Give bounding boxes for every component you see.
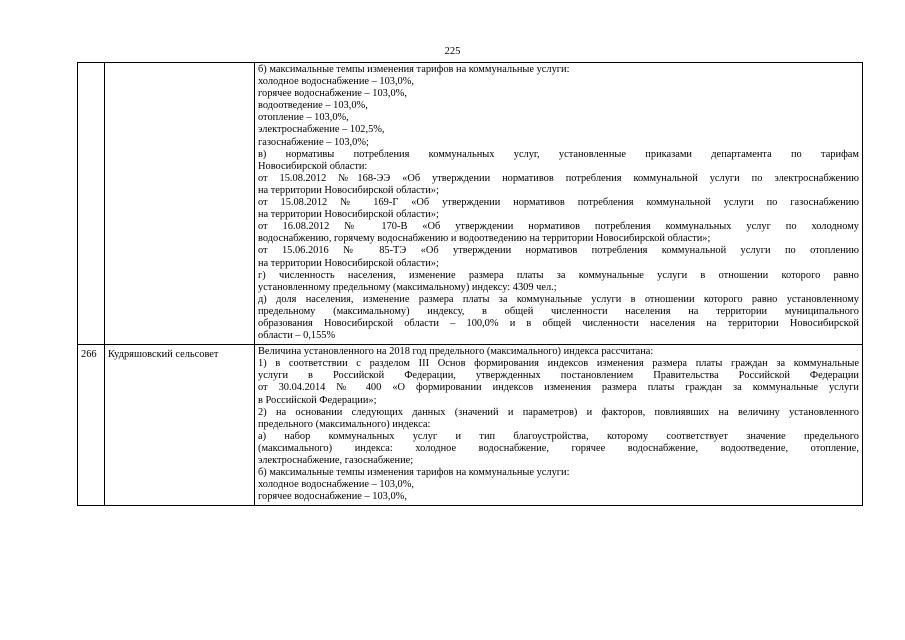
- description-line: горячее водоснабжение – 103,0%,: [258, 88, 407, 100]
- description-line: д) доля населения, изменение размера платы за коммунальные услуги в отношении которого равно установленному: [258, 293, 859, 305]
- description-line: г) численность населения, изменение размера платы за коммунальные услуги в отношении которого равно: [258, 269, 859, 281]
- description-line: предельного (максимального) индекса:: [258, 418, 431, 430]
- description-line: а) набор коммунальных услуг и тип благоустройства, которому соответствует значение предельного: [258, 430, 859, 442]
- description-line: (максимального) индекса: холодное водоснабжение, горячее водоснабжение, водоотведение, отопление,: [258, 442, 859, 454]
- tariff-index-table: [77, 62, 863, 506]
- description-line: от 30.04.2014 № 400 «О формировании индексов изменения размера платы граждан за коммунальные услуги: [258, 382, 859, 394]
- row-number-cell: [78, 63, 105, 345]
- description-line: предельному (максимальному) индексу, в общей численности населения на территории муниципального: [258, 305, 859, 317]
- description-line: Новосибирской области:: [258, 160, 368, 172]
- description-line: на территории Новосибирской области»;: [258, 184, 439, 196]
- description-line: холодное водоснабжение – 103,0%,: [258, 479, 415, 491]
- description-line: б) максимальные темпы изменения тарифов на коммунальные услуги:: [258, 467, 570, 479]
- description-line: газоснабжение – 103,0%;: [258, 136, 369, 148]
- description-line: 1) в соответствии с разделом III Основ формирования индексов изменения размера платы граждан за коммунальные: [258, 358, 859, 370]
- row-number-cell: 266: [78, 345, 105, 506]
- description-line: от 16.08.2012 № 170-В «Об утверждении нормативов потребления коммунальных услуг по холодному: [258, 221, 859, 233]
- description-line: отопление – 103,0%,: [258, 112, 349, 124]
- description-line: 2) на основании следующих данных (значений и параметров) и факторов, повлиявших на величину установленного: [258, 406, 859, 418]
- table-row: [78, 345, 863, 506]
- description-line: на территории Новосибирской области»;: [258, 257, 439, 269]
- description-line: образования Новосибирской области – 100,0% и в общей численности населения на территории Новосибирской: [258, 317, 859, 329]
- description-line: услуги в Российской Федерации, утвержденных постановлением Правительства Российской Федерации: [258, 370, 859, 382]
- description-line: от 15.08.2012 № 169-Г «Об утверждении нормативов потребления коммунальной услуги по газоснабжению: [258, 197, 859, 209]
- description-line: электроснабжение, газоснабжение;: [258, 455, 414, 466]
- page-number: 225: [444, 46, 461, 57]
- description-cell: [255, 63, 863, 345]
- description-line: от 15.06.2016 № 85-ТЭ «Об утверждении нормативов потребления коммунальной услуги по отоплению: [258, 245, 859, 257]
- description-line: б) максимальные темпы изменения тарифов на коммунальные услуги:: [258, 64, 570, 75]
- description-line: на территории Новосибирской области»;: [258, 209, 439, 221]
- description-line: от 15.08.2012 №168-ЭЭ «Об утверждении нормативов потребления коммунальной услуги по электроснабжению: [258, 172, 859, 184]
- description-line: холодное водоснабжение – 103,0%,: [258, 76, 415, 88]
- description-line: Величина установленного на 2018 год предельного (максимального) индекса рассчитана:: [258, 346, 654, 358]
- description-line: в) нормативы потребления коммунальных услуг, установленные приказами департамента по тарифам: [258, 148, 859, 160]
- description-line: горячее водоснабжение – 103,0%,: [258, 491, 407, 503]
- description-line: электроснабжение – 102,5%,: [258, 124, 385, 136]
- municipality-name-cell: Кудряшовский сельсовет: [105, 345, 255, 506]
- description-line: области – 0,155%: [258, 330, 336, 342]
- description-line: в Российской Федерации»;: [258, 394, 377, 406]
- description-line: водоотведение – 103,0%,: [258, 100, 368, 112]
- municipality-name-cell: [105, 63, 255, 345]
- description-line: водоснабжению, горячему водоснабжению и водоотведению на территории Новосибирской области»;: [258, 233, 711, 245]
- description-cell: [255, 345, 863, 506]
- table-row: [78, 63, 863, 345]
- description-line: установленному предельному (максимальному) индексу: 4309 чел.;: [258, 281, 557, 293]
